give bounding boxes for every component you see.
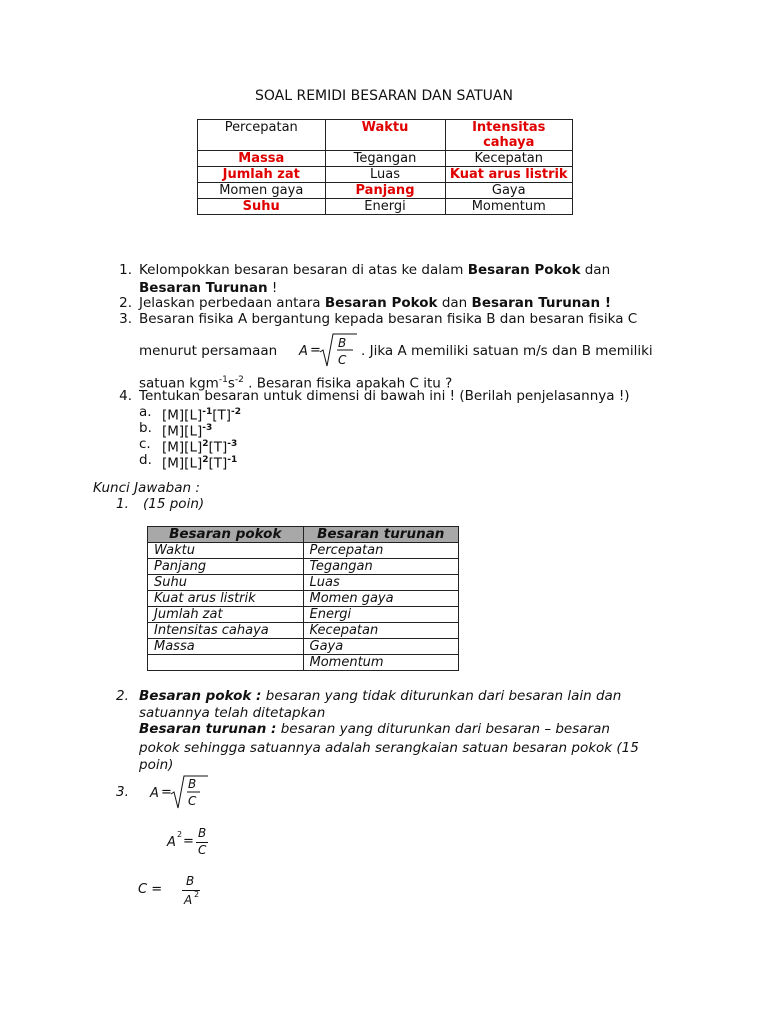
quantity-cell: Massa xyxy=(198,151,326,167)
besaran-turunan-cell: Luas xyxy=(303,575,459,591)
quantities-row xyxy=(198,199,573,215)
quantities-row xyxy=(198,167,573,183)
equation-a-squared: A 2 = B C xyxy=(167,826,207,857)
answer-row xyxy=(148,623,459,639)
quantity-cell: Energi xyxy=(325,199,445,215)
equation-a-sqrt-b-over-c: A = B C xyxy=(299,332,359,368)
answer-1-number: 1. xyxy=(116,496,129,512)
dimension-item: $[M][L]^2[T]^{-3}$ xyxy=(162,439,238,456)
answer-row xyxy=(148,655,459,671)
dimension-item: $[M][L]^2[T]^{-1}$ xyxy=(162,455,238,472)
header-besaran-pokok: Besaran pokok xyxy=(148,527,304,543)
dimension-letter: d. xyxy=(139,452,152,468)
answer-1-points: (15 poin) xyxy=(143,496,205,512)
quantity-cell: Suhu xyxy=(198,199,326,215)
besaran-pokok-cell: Intensitas cahaya xyxy=(148,623,304,639)
header-besaran-turunan: Besaran turunan xyxy=(303,527,459,543)
quantity-cell: Momen gaya xyxy=(198,183,326,199)
page-title: SOAL REMIDI BESARAN DAN SATUAN xyxy=(255,88,513,104)
answer-row xyxy=(148,543,459,559)
besaran-pokok-cell: Waktu xyxy=(148,543,304,559)
answer-3-number: 3. xyxy=(116,784,129,800)
dimension-letter: c. xyxy=(139,436,151,452)
quantity-cell: Panjang xyxy=(325,183,445,199)
quantity-cell: Intensitas cahaya xyxy=(445,120,573,151)
quantity-cell: Waktu xyxy=(325,120,445,151)
besaran-turunan-cell: Energi xyxy=(303,607,459,623)
quantity-cell: Jumlah zat xyxy=(198,167,326,183)
quantity-cell: Gaya xyxy=(445,183,573,199)
besaran-pokok-cell: Panjang xyxy=(148,559,304,575)
besaran-pokok-cell: Suhu xyxy=(148,575,304,591)
dimension-item: $[M][L]^{-3}$ xyxy=(162,423,213,440)
besaran-pokok-cell xyxy=(148,655,304,671)
answer-row xyxy=(148,591,459,607)
quantities-table xyxy=(197,119,573,215)
answer-row xyxy=(148,639,459,655)
besaran-turunan-cell: Kecepatan xyxy=(303,623,459,639)
quantity-cell: Kuat arus listrik xyxy=(445,167,573,183)
dimension-letter: a. xyxy=(139,404,152,420)
quantity-cell: Momentum xyxy=(445,199,573,215)
quantities-row xyxy=(198,183,573,199)
besaran-turunan-cell: Tegangan xyxy=(303,559,459,575)
quantity-cell: Tegangan xyxy=(325,151,445,167)
quantity-cell: Percepatan xyxy=(198,120,326,151)
answer-row xyxy=(148,575,459,591)
equation-a-sqrt: A = B C xyxy=(150,774,210,810)
answer-row xyxy=(148,559,459,575)
quantities-row xyxy=(198,151,573,167)
besaran-turunan-cell: Momentum xyxy=(303,655,459,671)
besaran-pokok-cell: Massa xyxy=(148,639,304,655)
dimension-letter: b. xyxy=(139,420,152,436)
besaran-pokok-cell: Jumlah zat xyxy=(148,607,304,623)
quantities-row xyxy=(198,120,573,151)
answer-key-label: Kunci Jawaban : xyxy=(93,480,200,496)
besaran-turunan-cell: Gaya xyxy=(303,639,459,655)
quantity-cell: Luas xyxy=(325,167,445,183)
equation-c: C = B A 2 xyxy=(138,874,200,907)
quantity-cell: Kecepatan xyxy=(445,151,573,167)
besaran-turunan-cell: Percepatan xyxy=(303,543,459,559)
answer-table xyxy=(147,526,459,671)
dimension-item: $[M][L]^{-1}[T]^{-2}$ xyxy=(162,407,242,424)
answer-row xyxy=(148,607,459,623)
besaran-turunan-cell: Momen gaya xyxy=(303,591,459,607)
besaran-pokok-cell: Kuat arus listrik xyxy=(148,591,304,607)
